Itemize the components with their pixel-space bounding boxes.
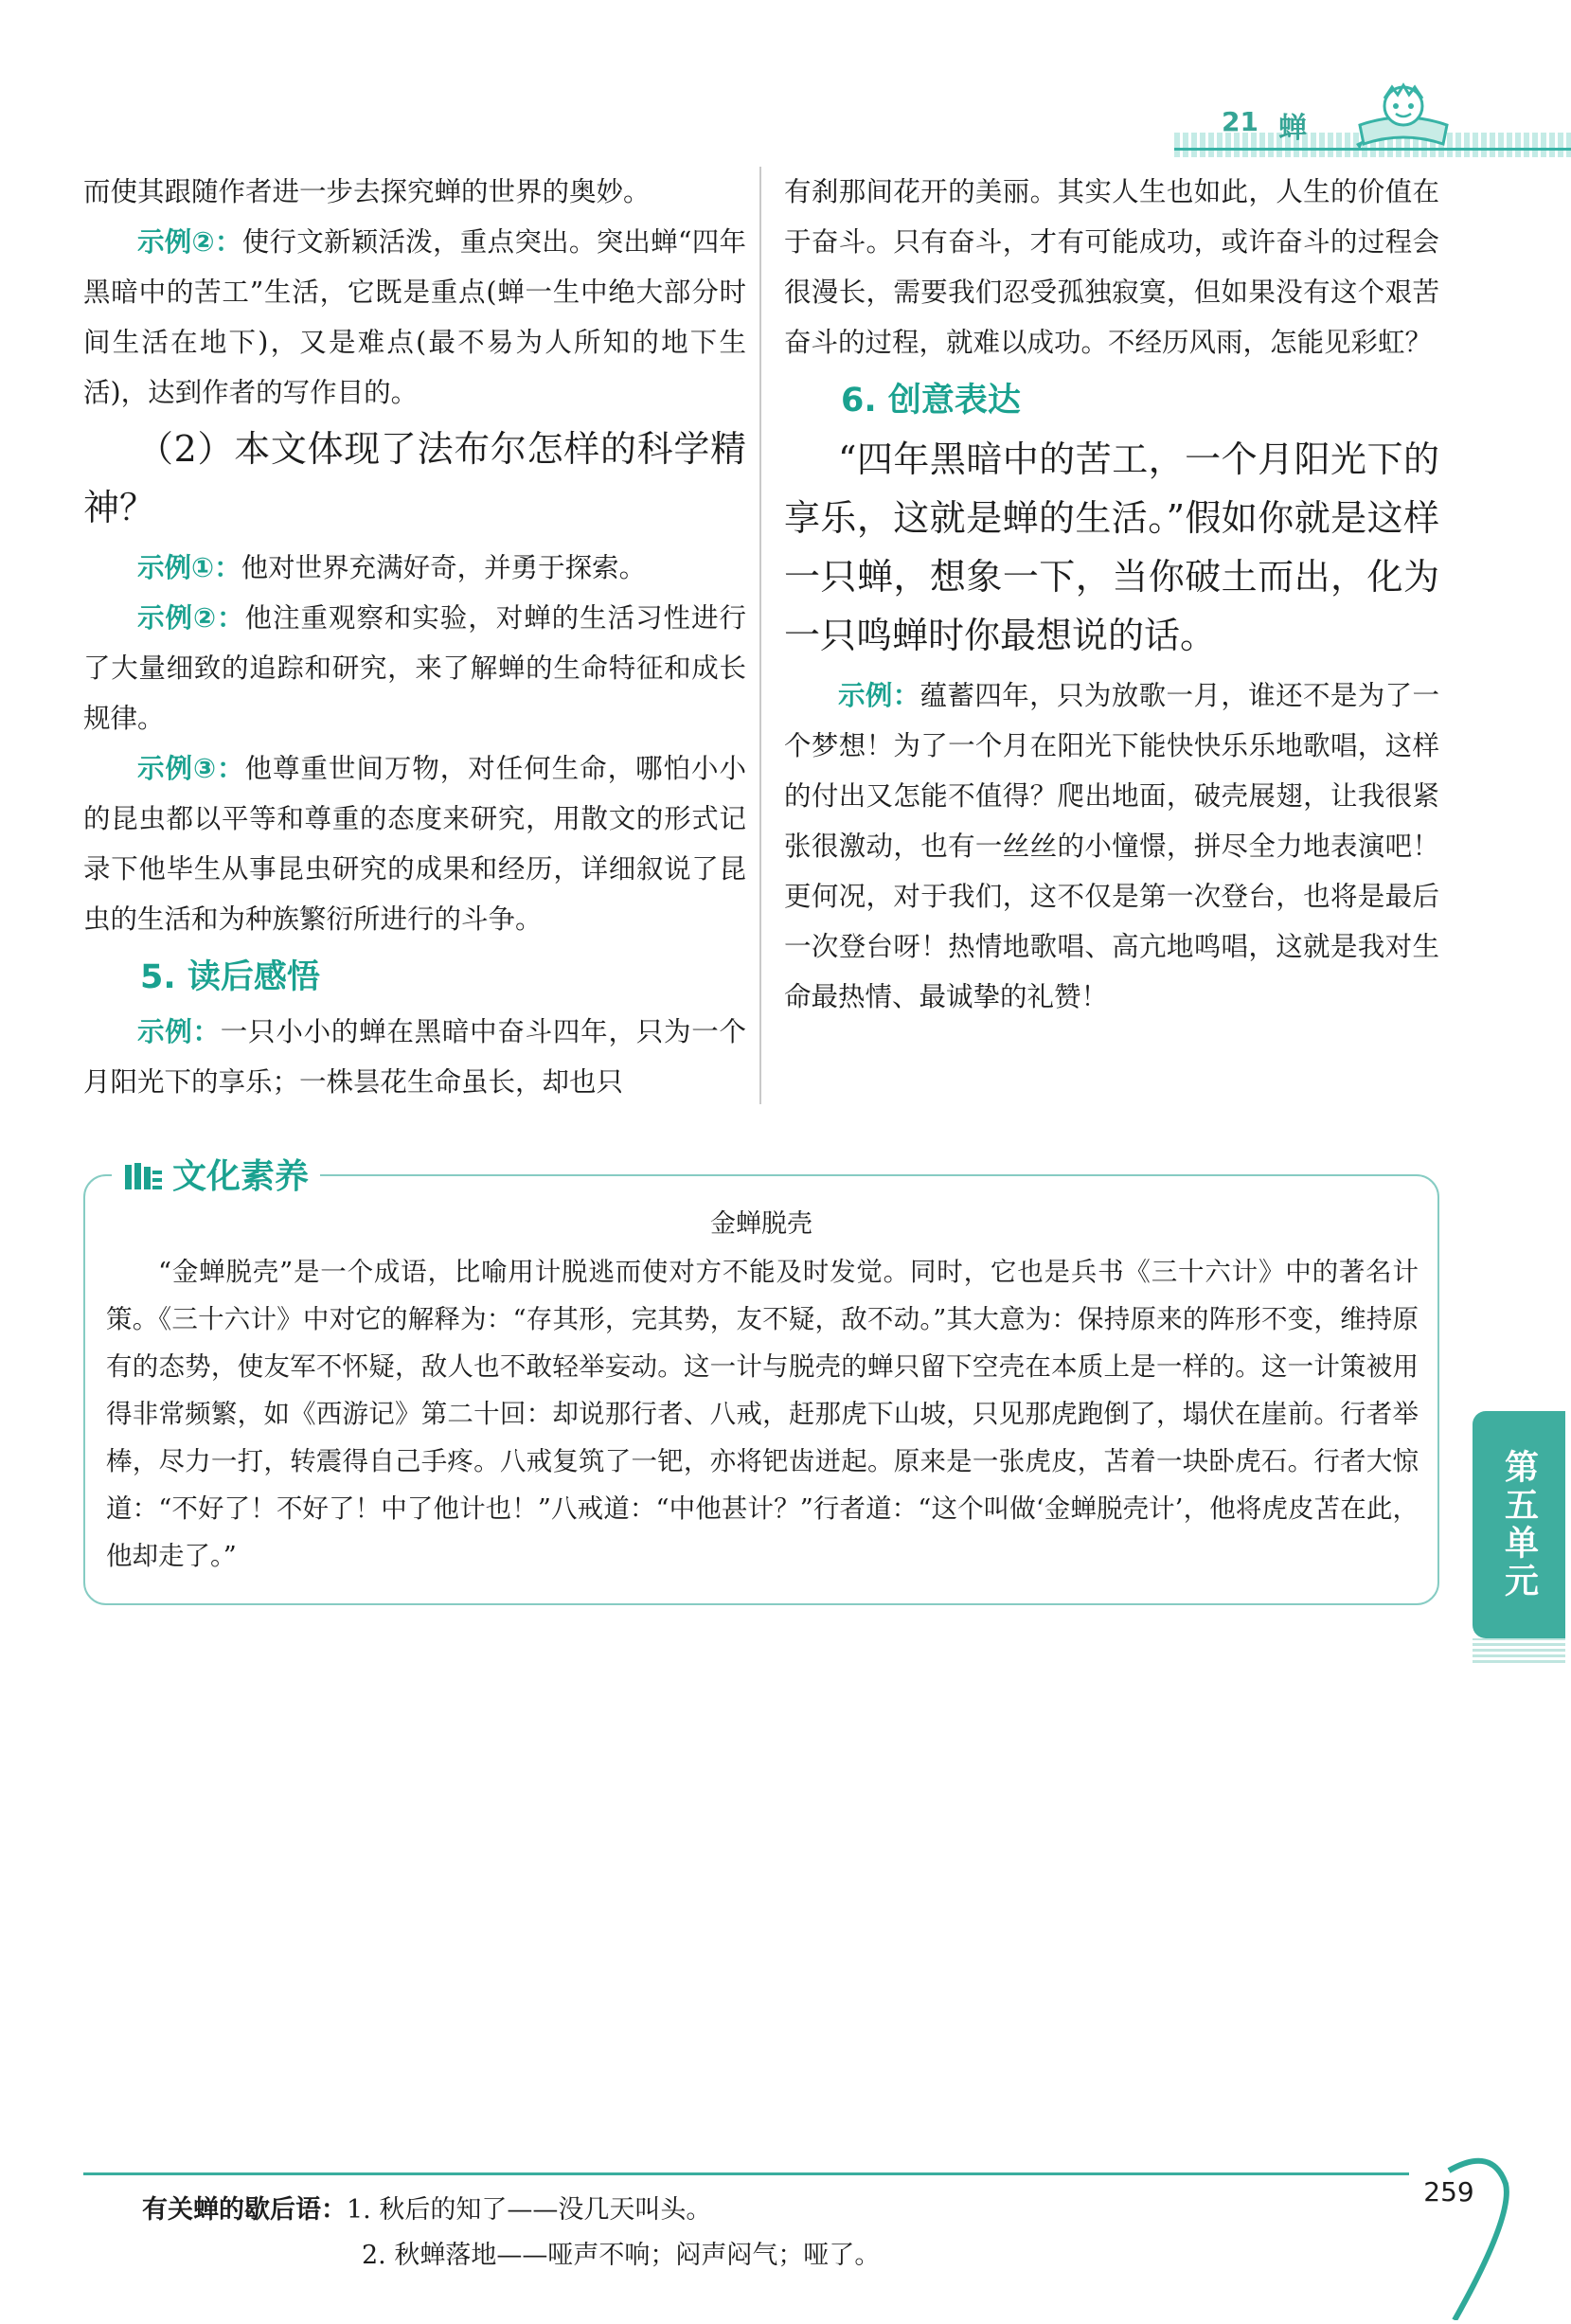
example-2-paragraph: [83, 217, 746, 418]
footer-label: 有关蝉的歇后语：: [142, 2195, 347, 2225]
left-column: [83, 167, 746, 1107]
lesson-title: 蝉: [1278, 112, 1307, 145]
example-6-text: 蕴蓄四年，只为放歌一月，谁还不是为了一个梦想！为了一个月在阳光下能快快乐乐地歌唱，这样的付出又怎能不值得？爬出地面，破壳展翅，让我很紧张很激动，也有一丝丝的小憧憬，拼尽全力地表演吧！更何况，对于我们，这不仅是第一次登台，也将是最后一次登台呀！热情地歌唱、高亢地鸣唱，这就是我对生命最热情、最诚挚的礼赞！: [784, 680, 1439, 1012]
answer-1-paragraph: [83, 543, 746, 593]
left-p1: 而使其跟随作者进一步去探究蝉的世界的奥妙。: [83, 176, 651, 207]
culture-box-title: 金蝉脱壳: [710, 1209, 812, 1239]
example-2-text: 使行文新颖活泼，重点突出。突出蝉“四年黑暗中的苦工”生活，它既是重点(蝉一生中绝大部分时间生活在地下)，又是难点(最不易为人所知的地下生活)，达到作者的写作目的。: [83, 226, 746, 408]
example-6-paragraph: [784, 670, 1439, 1022]
example-2-label: 示例②：: [137, 226, 242, 258]
footer-note: [142, 2188, 880, 2279]
footer-line: [83, 2172, 1409, 2175]
answer-3-paragraph: [83, 743, 746, 944]
footer-line-2: 2. 秋蝉落地——哑声不响；闷声闷气；哑了。: [362, 2241, 881, 2270]
culture-box-tab: [112, 1153, 320, 1201]
creative-prompt: “四年黑暗中的苦工，一个月阳光下的享乐，这就是蝉的生活。”假如你就是这样一只蝉，想象一下，当你破土而出，化为一只鸣蝉时你最想说的话。: [784, 438, 1439, 656]
side-tab-stripe: [1473, 1638, 1565, 1663]
culture-box-tab-label: 文化素养: [172, 1157, 310, 1196]
footer-line-1: 1. 秋后的知了——没几天叫头。: [347, 2195, 712, 2225]
answer-1-text: 他对世界充满好奇，并勇于探索。: [241, 552, 647, 583]
right-p1: 有刹那间花开的美丽。其实人生也如此，人生的价值在于奋斗。只有奋斗，才有可能成功，或许奋斗的过程会很漫长，需要我们忍受孤独寂寞，但如果没有这个艰苦奋斗的过程，就难以成功。不经历风雨，怎能见彩虹？: [784, 176, 1439, 358]
example-5-label: 示例：: [137, 1016, 221, 1047]
answer-2-text: 他注重观察和实验，对蝉的生活习性进行了大量细致的追踪和研究，来了解蝉的生命特征和成长规律。: [83, 602, 746, 734]
question-2: （2）本文体现了法布尔怎样的科学精神？: [83, 428, 746, 528]
right-column: [784, 167, 1439, 1022]
unit-side-tab: 第五单元: [1473, 1411, 1565, 1638]
answer-1-label: 示例①：: [137, 552, 241, 583]
column-divider: [759, 167, 761, 1104]
lesson-number: 21: [1222, 106, 1259, 137]
book-mascot-icon: [1354, 81, 1453, 153]
answer-2-label: 示例②：: [137, 602, 245, 634]
page-number: 259: [1423, 2176, 1474, 2208]
example-5-paragraph: [83, 1007, 746, 1107]
answer-3-text: 他尊重世间万物，对任何生命，哪怕小小的昆虫都以平等和尊重的态度来研究，用散文的形式记录下他毕生从事昆虫研究的成果和经历，详细叙说了昆虫的生活和为种族繁衍所进行的斗争。: [83, 753, 746, 935]
answer-3-label: 示例③：: [137, 753, 245, 784]
culture-box-body: “金蝉脱壳”是一个成语，比喻用计脱逃而使对方不能及时发觉。同时，它也是兵书《三十六计》中的著名计策。《三十六计》中对它的解释为：“存其形，完其势，友不疑，敌不动。”其大意为：保持原来的阵形不变，维持原有的态势，使友军不怀疑，敌人也不敢轻举妄动。这一计与脱壳的蝉只留下空壳在本质上是一样的。这一计策被用得非常频繁，如《西游记》第二十回：却说那行者、八戒，赶那虎下山坡，只见那虎跑倒了，塌伏在崖前。行者举棒，尽力一打，转震得自己手疼。八戒复筑了一钯，亦将钯齿迸起。原来是一张虎皮，苫着一块卧虎石。行者大惊道：“不好了！不好了！中了他计也！”八戒道：“中他甚计？”行者道：“这个叫做‘金蝉脱壳计’，他将虎皮苫在此，他却走了。”: [106, 1257, 1419, 1571]
example-5-text: 一只小小的蝉在黑暗中奋斗四年，只为一个月阳光下的享乐；一株昙花生命虽长，却也只: [83, 1016, 746, 1098]
section-6-heading: 6. 创意表达: [841, 382, 1021, 420]
answer-2-paragraph: [83, 593, 746, 743]
books-icon: [123, 1161, 165, 1193]
page-corner-decoration: [1364, 2140, 1553, 2320]
section-5-heading: 5. 读后感悟: [140, 958, 320, 996]
example-6-label: 示例：: [838, 680, 920, 711]
